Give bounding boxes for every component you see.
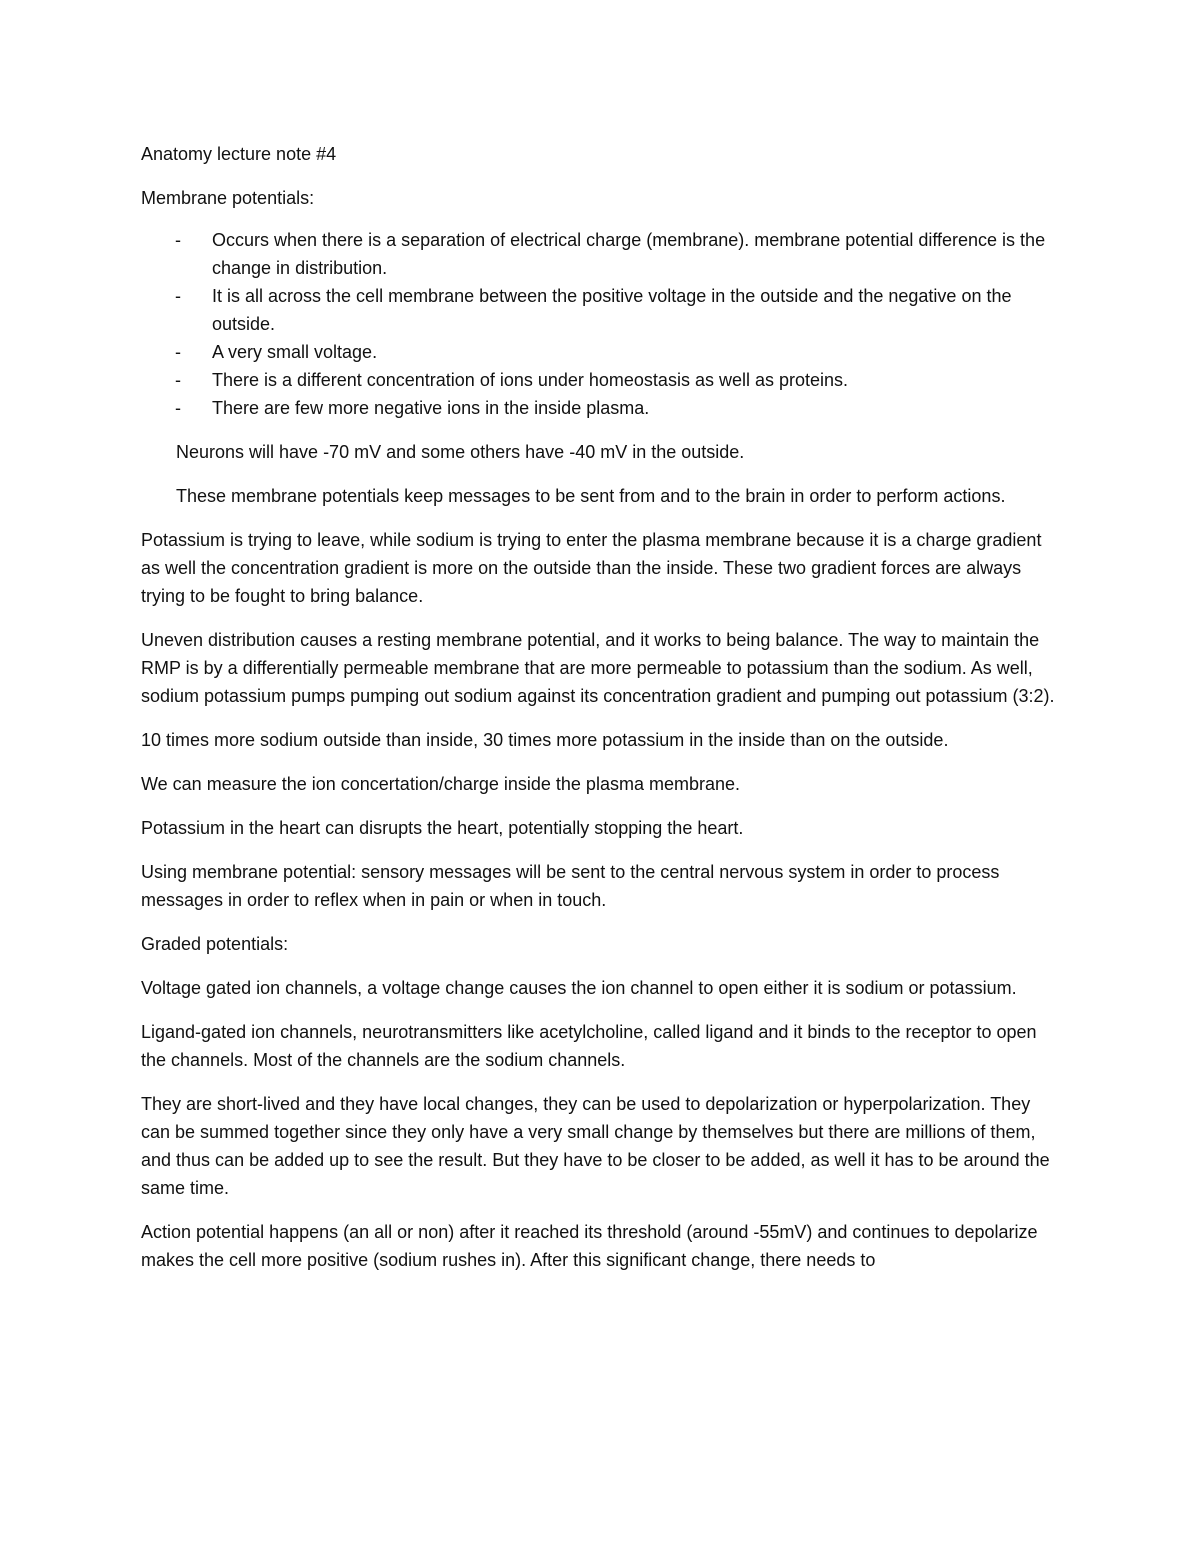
indented-paragraph: These membrane potentials keep messages to be sent from and to the brain in order to perform actions. (176, 486, 1006, 506)
bullet-text: Occurs when there is a separation of electrical charge (membrane). membrane potential difference is the change in distribution. (212, 230, 1046, 278)
paragraph: They are short-lived and they have local changes, they can be used to depolarization or hyperpolarization. They can be summed together since they only have a very small change by themselves but there are millions of them, and thus can be added up to see the result. But they have to be closer to be added, as well it has to be around the same time. (141, 1094, 1050, 1198)
bullet-text: There is a different concentration of ions under homeostasis as well as proteins. (212, 370, 849, 390)
section-heading-graded-potentials: Graded potentials: (141, 934, 289, 954)
paragraph: Potassium is trying to leave, while sodium is trying to enter the plasma membrane because it is a charge gradient as well the concentration gradient is more on the outside than the inside. These two gradient forces are always trying to be fought to bring balance. (141, 530, 1042, 606)
paragraph: We can measure the ion concertation/charge inside the plasma membrane. (141, 774, 740, 794)
paragraph: Potassium in the heart can disrupts the heart, potentially stopping the heart. (141, 818, 744, 838)
indented-paragraph: Neurons will have -70 mV and some others have -40 mV in the outside. (176, 442, 745, 462)
bullet-dash: - (175, 342, 181, 362)
bullet-text: There are few more negative ions in the inside plasma. (212, 398, 650, 418)
paragraph: Voltage gated ion channels, a voltage change causes the ion channel to open either it is sodium or potassium. (141, 978, 1017, 998)
document-title: Anatomy lecture note #4 (141, 144, 337, 164)
bullet-item (141, 226, 1061, 282)
paragraph: Using membrane potential: sensory messages will be sent to the central nervous system in order to process messages in order to reflex when in pain or when in touch. (141, 862, 1000, 910)
document-body (141, 140, 1061, 1290)
section-heading-membrane-potentials: Membrane potentials: (141, 188, 315, 208)
bullet-item (141, 394, 1061, 422)
bullet-dash: - (175, 370, 181, 390)
paragraph: Ligand-gated ion channels, neurotransmitters like acetylcholine, called ligand and it binds to the receptor to open the channels. Most of the channels are the sodium channels. (141, 1022, 1037, 1070)
bullet-dash: - (175, 398, 181, 418)
paragraph: Action potential happens (an all or non) after it reached its threshold (around -55mV) and continues to depolarize makes the cell more positive (sodium rushes in). After this significant change, there needs to (141, 1222, 1038, 1270)
bullet-dash: - (175, 286, 181, 306)
bullet-list (141, 226, 1061, 422)
bullet-item (141, 338, 1061, 366)
bullet-item (141, 366, 1061, 394)
bullet-text: It is all across the cell membrane between the positive voltage in the outside and the negative on the outside. (212, 286, 1012, 334)
paragraph: 10 times more sodium outside than inside, 30 times more potassium in the inside than on the outside. (141, 730, 949, 750)
bullet-text: A very small voltage. (212, 342, 378, 362)
bullet-dash: - (175, 230, 181, 250)
bullet-item (141, 282, 1061, 338)
paragraph: Uneven distribution causes a resting membrane potential, and it works to being balance. The way to maintain the RMP is by a differentially permeable membrane that are more permeable to potassium than the sodium. As well, sodium potassium pumps pumping out sodium against its concentration gradient and pumping out potassium (3:2). (141, 630, 1055, 706)
